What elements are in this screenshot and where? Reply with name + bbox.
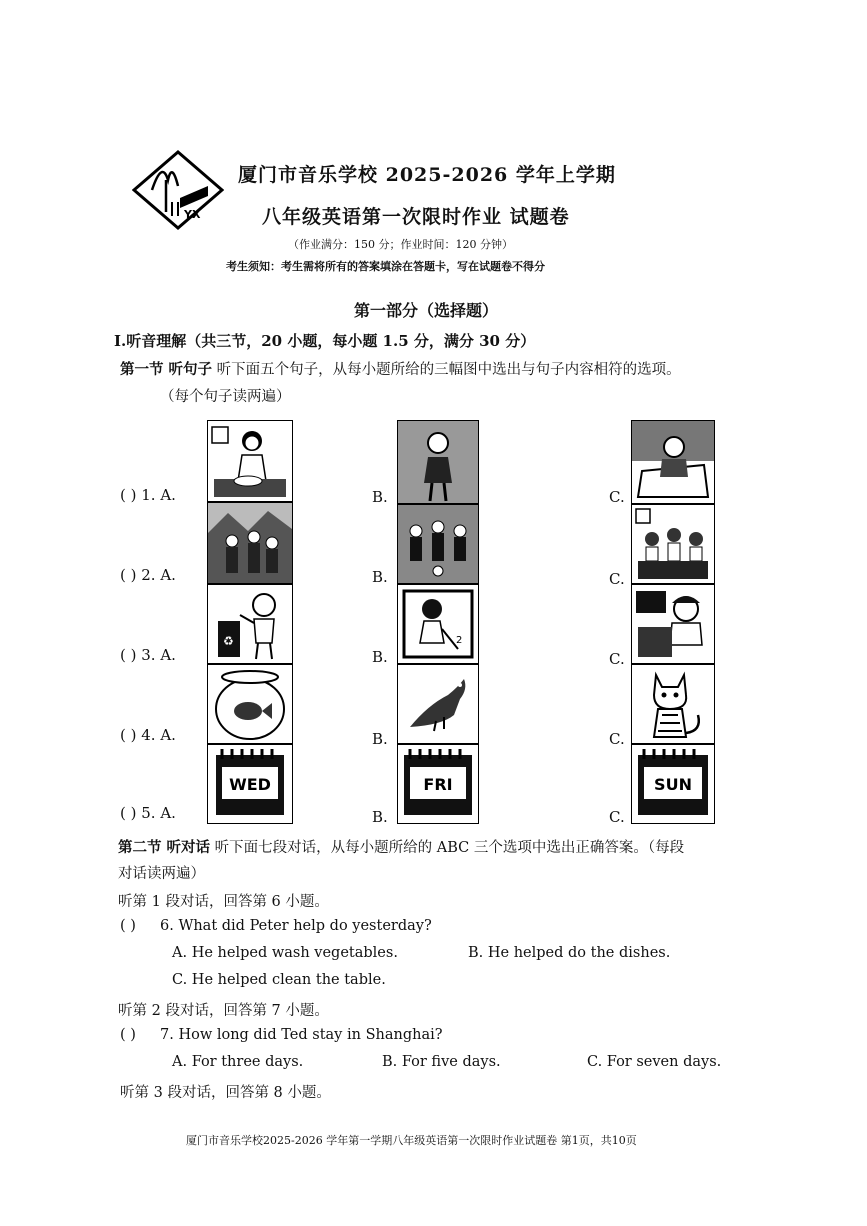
sec1-instructions: 听下面五个句子，从每小题所给的三幅图中选出与句子内容相符的选项。	[216, 362, 681, 378]
q6-option-b: B. He helped do the dishes.	[468, 945, 671, 961]
q4-option-c: C.	[609, 730, 625, 748]
q4-picture-c	[631, 664, 715, 744]
page-title-line1: 厦门市音乐学校 2025-2026 学年上学期	[238, 164, 616, 186]
q1-option-c: C.	[609, 488, 625, 506]
q5-label: ( ) 5. A.	[120, 804, 176, 822]
q4-picture-a	[207, 664, 293, 744]
q6-option-c: C. He helped clean the table.	[172, 972, 386, 988]
q2-picture-b	[397, 504, 479, 584]
q2-picture-c	[631, 504, 715, 584]
q6-answer-blank: ( )	[120, 918, 136, 934]
q5-calendar-a	[207, 744, 293, 824]
q2-option-b: B.	[372, 568, 388, 586]
calendar-day-b: FRI	[423, 775, 453, 794]
logo-text: YX	[184, 208, 201, 221]
q1-label: ( ) 1. A.	[120, 486, 176, 504]
sec2-instructions-cont: 对话读两遍）	[118, 866, 205, 882]
q5-option-b: B.	[372, 808, 388, 826]
q3-option-c: C.	[609, 650, 625, 668]
q3-picture-a	[207, 584, 293, 664]
q2-label: ( ) 2. A.	[120, 566, 176, 584]
section-I-heading: Ⅰ.听音理解（共三节，20 小题，每小题 1.5 分，满分 30 分）	[114, 332, 536, 350]
q7-option-c: C. For seven days.	[587, 1054, 722, 1070]
page-title-line2: 八年级英语第一次限时作业 试题卷	[262, 206, 570, 228]
q1-picture-b	[397, 420, 479, 504]
page-footer: 厦门市音乐学校2025-2026 学年第一学期八年级英语第一次限时作业试题卷 第1页，共10页	[186, 1134, 637, 1147]
q5-calendar-c	[631, 744, 715, 824]
q7-option-a: A. For three days.	[172, 1054, 304, 1070]
q3-option-b: B.	[372, 648, 388, 666]
dialogue3-intro: 听第 3 段对话，回答第 8 小题。	[120, 1085, 331, 1101]
exam-meta: （作业满分：150 分；作业时间：120 分钟）	[288, 238, 513, 251]
q7-option-b: B. For five days.	[382, 1054, 501, 1070]
part1-title: 第一部分（选择题）	[354, 301, 499, 320]
q1-picture-c	[631, 420, 715, 504]
recycle-number: 2	[456, 635, 463, 646]
exam-notice: 考生须知：考生需将所有的答案填涂在答题卡，写在试题卷不得分	[226, 260, 545, 273]
q4-picture-b	[397, 664, 479, 744]
q6-stem: 6. What did Peter help do yesterday?	[160, 918, 432, 934]
q2-option-c: C.	[609, 570, 625, 588]
dialogue2-intro: 听第 2 段对话，回答第 7 小题。	[118, 1003, 329, 1019]
q4-option-b: B.	[372, 730, 388, 748]
sec1-note: （每个句子读两遍）	[160, 389, 291, 405]
q1-option-b: B.	[372, 488, 388, 506]
q1-picture-a	[207, 420, 293, 502]
q5-calendar-b	[397, 744, 479, 824]
q5-option-c: C.	[609, 808, 625, 826]
q2-picture-a	[207, 502, 293, 584]
q3-label: ( ) 3. A.	[120, 646, 176, 664]
sec2-instructions: 听下面七段对话，从每小题所给的 ABC 三个选项中选出正确答案。（每段	[214, 840, 685, 856]
sec2-heading: 第二节 听对话	[118, 839, 211, 856]
calendar-day-a: WED	[229, 775, 271, 794]
q7-stem: 7. How long did Ted stay in Shanghai?	[160, 1027, 443, 1043]
svg-text:♻: ♻	[223, 634, 234, 648]
q3-picture-b	[397, 584, 479, 664]
q4-label: ( ) 4. A.	[120, 726, 176, 744]
q7-answer-blank: ( )	[120, 1027, 136, 1043]
q3-picture-c	[631, 584, 715, 664]
dialogue1-intro: 听第 1 段对话，回答第 6 小题。	[118, 894, 329, 910]
school-logo	[132, 150, 224, 230]
sec1-heading: 第一节 听句子	[120, 361, 213, 378]
calendar-day-c: SUN	[654, 775, 692, 794]
q6-option-a: A. He helped wash vegetables.	[172, 945, 398, 961]
